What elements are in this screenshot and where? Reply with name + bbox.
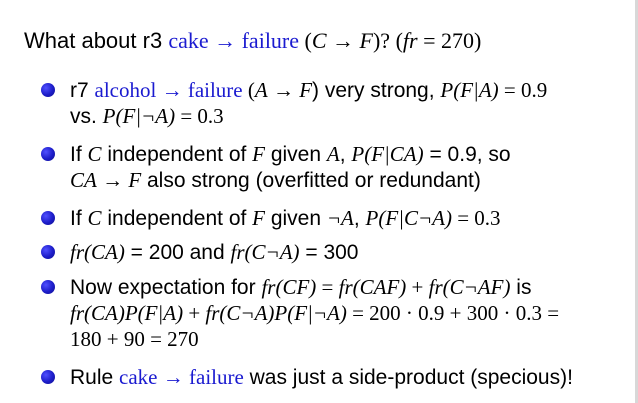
bullet-dot [41,245,55,259]
math: fr(CAF) [338,275,407,299]
rule-rhs-failure: failure [187,78,243,102]
bullet-2-line-1 [70,141,511,168]
text: If [70,143,88,166]
rule-arrow: → [157,365,189,389]
bullet-3-line-1 [70,205,501,232]
math: P(F|C¬A) [365,206,452,230]
paren-close: )? ( [372,28,403,53]
math: F [299,78,313,102]
rule-rhs-failure: failure [241,28,300,53]
text: also strong (overfitted or redundant) [141,169,481,192]
text: = 0.9 [498,78,548,102]
text: + [183,301,206,325]
text: given [265,207,327,230]
math: ¬A [326,206,354,230]
math: CA [70,168,97,192]
math: C [87,142,102,166]
bullet-5-line-3 [70,326,199,353]
rule-lhs-cake: cake [168,28,209,53]
math: fr(CA) [70,240,125,264]
math-f: F [359,28,373,53]
text: → [96,168,129,192]
bullet-5-line-2 [70,300,559,327]
math: P(F|A) [440,78,499,102]
text: = 0.3 [175,104,224,128]
text: 180 + 90 = 270 [70,327,199,351]
text: = 0.3 [451,206,501,230]
math-c: C [311,28,327,53]
text: Rule [70,366,120,389]
bullet-dot [41,370,55,384]
math: C [87,206,102,230]
text: given [265,143,327,166]
math: fr(C¬A) [230,240,300,264]
math: fr(CF) [261,275,317,299]
math: P(F|¬A) [102,104,176,128]
text: = 300 [299,241,359,264]
fr-value: = 270) [417,28,482,53]
bullet-dot [41,211,55,225]
text: vs. [70,105,103,128]
math: P(F|CA) [351,142,424,166]
rule-arrow: → [208,28,242,53]
text: was just a side-product (specious)! [243,366,573,389]
math: F [128,168,142,192]
text: ) very strong, [312,79,441,102]
rule-lhs-cake: cake [119,365,158,389]
math: fr(CA)P(F|A) [70,301,184,325]
bullet-6-line-1 [70,364,573,391]
bullet-dot [41,280,55,294]
bullet-1-line-2 [70,103,224,130]
text: , [353,207,366,230]
bullet-dot [41,83,55,97]
text: = 200 · 0.9 + 300 · 0.3 = [346,301,560,325]
text: If [70,207,88,230]
text: r7 [70,79,95,102]
text: → [267,78,300,102]
bullet-2-line-2 [70,167,481,194]
bullet-4-line-1 [70,239,359,266]
math: F [252,206,265,230]
slide-title [24,28,481,54]
text: independent of [101,207,253,230]
text: is [510,276,532,299]
text: = 200 and [124,241,231,264]
bullet-5-line-1 [70,274,531,301]
rule-lhs-alcohol: alcohol [94,78,157,102]
text: , [339,143,352,166]
rule-arrow: → [156,78,188,102]
title-prefix: What about r3 [24,28,169,53]
math: A [326,142,340,166]
text: = [316,275,339,299]
text: + [406,275,429,299]
math: fr(C¬A)P(F|¬A) [205,301,347,325]
text: ( [242,78,255,102]
text: Now expectation for [70,276,262,299]
math-arrow: → [326,28,360,53]
bullet-dot [41,147,55,161]
text: independent of [101,143,253,166]
text: = 0.9, so [423,143,511,166]
math: F [252,142,265,166]
bullet-1-line-1 [70,77,547,104]
rule-rhs-failure: failure [189,365,244,389]
math: fr(C¬AF) [428,275,511,299]
paren-open: ( [299,28,312,53]
math-fr: fr [402,28,418,53]
math: A [254,78,268,102]
